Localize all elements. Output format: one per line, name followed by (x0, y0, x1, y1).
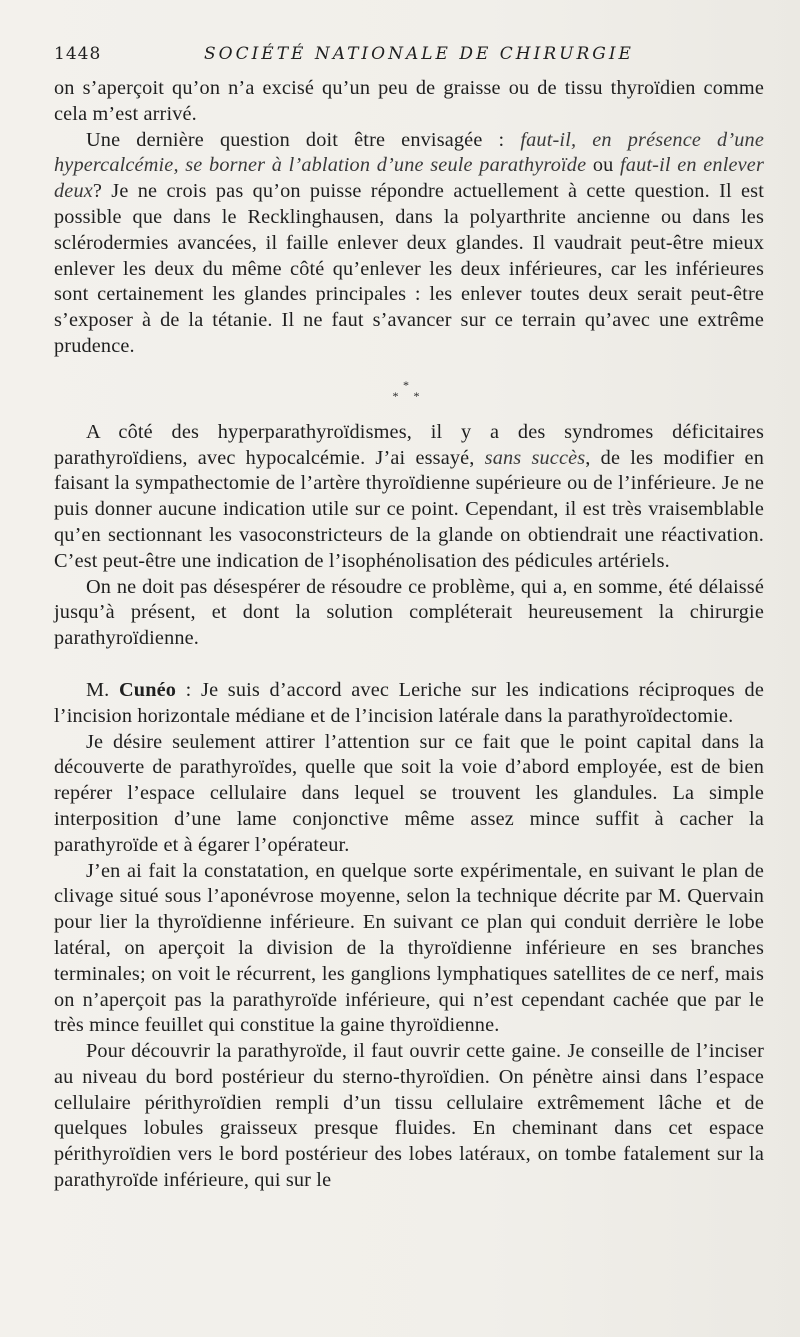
running-title: SOCIÉTÉ NATIONALE DE CHIRURGIE (204, 44, 634, 64)
italic-question-2: faut-il en enlever deux (54, 154, 765, 203)
paragraph: Une dernière question doit être envisagée : faut-il, en présence d’une hypercalcémie, se borner à l’ablation d’une seule parathyroïde ou faut-il en enlever deux? Je ne crois pas qu’on puisse répondre actuellement à cette question. Il est possible que dans le Recklinghausen, dans la polyarthrite ancienne ou dans les sclérodermies avancées, il faille enlever deux glandes. Il vaudrait peut-être mieux enlever les deux du même côté qu’enlever les deux inférieures, car les inférieures sont certainement les glandes principales : les enlever toutes deux serait peut-être s’exposer à de la tétanie. Il ne faut s’avancer sur ce terrain qu’avec une extrême prudence. (54, 128, 765, 357)
paragraph: A côté des hyperparathyroïdismes, il y a des syndromes déficitaires parathyroïdiens, avec hypocalcémie. J’ai essayé, sans succès, de les modifier en faisant la sympathectomie de l’artère thyroïdienne supérieure ou de l’inférieure. Je ne puis donner aucune indication utile sur ce point. Cependant, il est très vraisemblable qu’en sectionnant les vasoconstricteurs de la glande on obtiendrait une réactivation. C’est peut-être une indication de l’isophénolisation des pédicules artériels. (54, 420, 764, 572)
spacer (54, 652, 764, 678)
paragraph: on s’aperçoit qu’on n’a excisé qu’un peu de graisse ou de tissu thyroïdien comme cela m’est arrivé. (54, 77, 764, 125)
paragraph: Pour découvrir la parathyroïde, il faut ouvrir cette gaine. Je conseille de l’inciser au niveau du bord postérieur du sterno-thyroïdien. On pénètre ainsi dans l’espace cellulaire périthyroïdien rempli d’un tissu cellulaire extrêmement lâche et de quelques lobules graisseux presque fluides. En cheminant dans cet espace périthyroïdien vers le bord postérieur des lobes latéraux, on tombe fatalement sur la parathyroïde inférieure, qui sur le (54, 1040, 764, 1192)
italic-sans-succes: sans succès (484, 446, 586, 469)
speaker-name: Cunéo (118, 678, 177, 701)
paragraph: On ne doit pas désespérer de résoudre ce problème, qui a, en somme, été délaissé jusqu’à présent, et dont la solution compléterait heureusement la chirurgie parathyroïdienne. (54, 575, 764, 650)
page-number: 1448 (54, 44, 102, 64)
body-text (54, 76, 764, 1194)
page-header (54, 38, 764, 72)
italic-question-1: faut-il, en présence d’une hypercalcémie, se borner à l’ablation d’une seule parathyroïde (54, 128, 764, 177)
section-separator-asterism: * * * (392, 377, 426, 403)
paragraph: Je désire seulement attirer l’attention sur ce fait que le point capital dans la découverte de parathyroïdes, quelle que soit la voie d’abord employée, est de bien repérer l’espace cellulaire dans lequel se trouvent les glandules. La simple interposition d’une lame conjonctive même assez mince suffit à cacher la parathyroïde et à égarer l’opérateur. (54, 730, 764, 856)
paragraph-speaker: M. Cunéo : Je suis d’accord avec Leriche sur les indications réciproques de l’incision horizontale médiane et de l’incision latérale dans la parathyroïdectomie. (54, 678, 764, 727)
paragraph: J’en ai fait la constatation, en quelque sorte expérimentale, en suivant le plan de clivage situé sous l’aponévrose moyenne, selon la technique décrite par M. Quervain pour lier la thyroïdienne inférieure. En suivant ce plan qui conduit derrière le lobe latéral, on aperçoit la division de la thyroïdienne inférieure en ses branches terminales; on voit le récurrent, les ganglions lymphatiques satellites de ce nerf, mais on n’aperçoit pas la parathyroïde inférieure, qui n’est cependant cachée que par le très mince feuillet qui constitue la gaine thyroïdienne. (54, 859, 764, 1037)
